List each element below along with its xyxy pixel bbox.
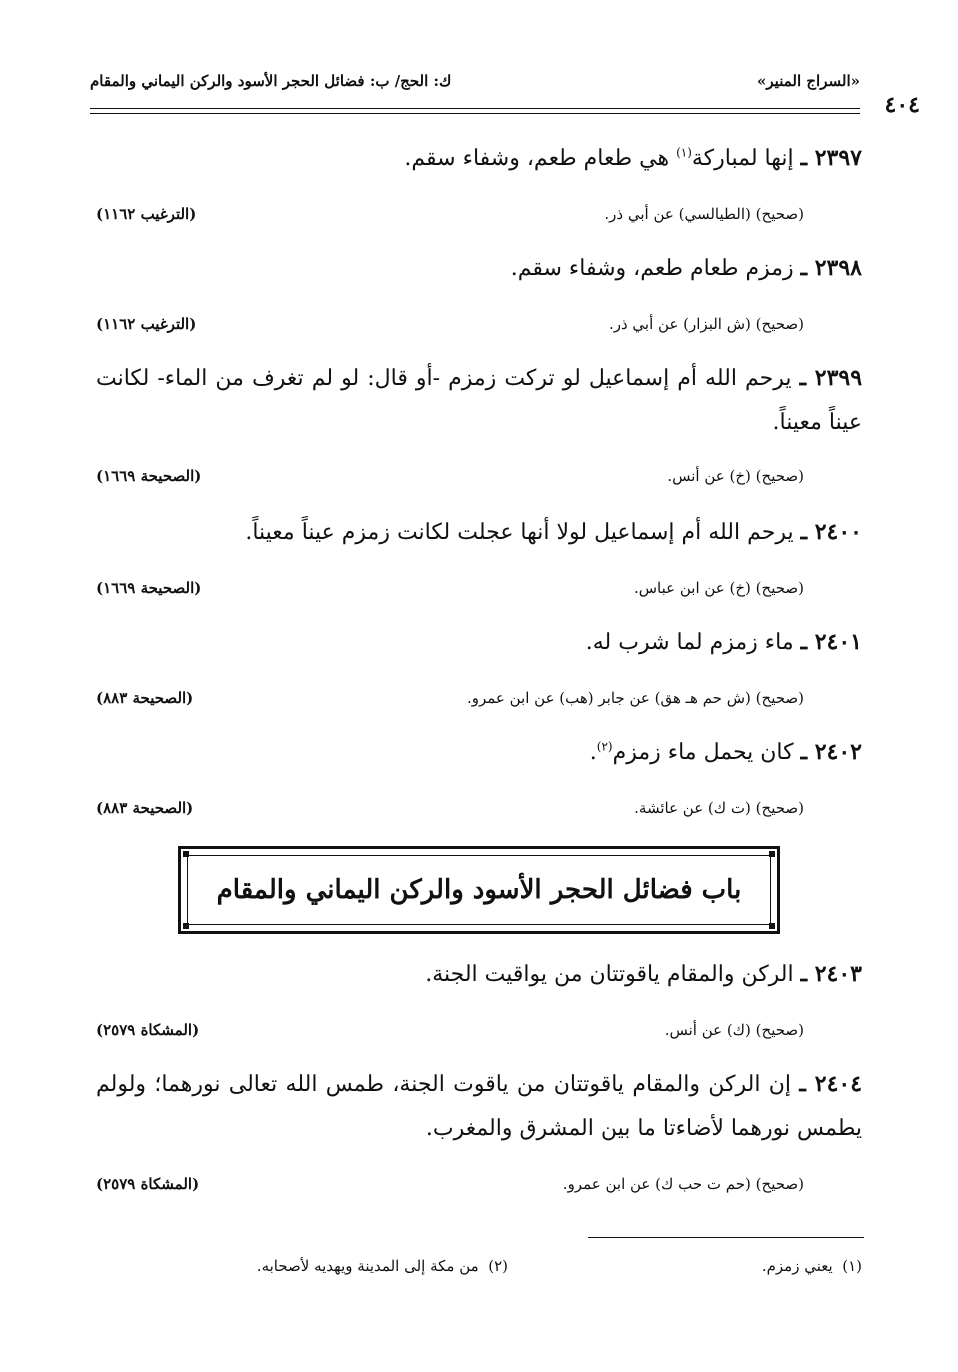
hadith-reference: (الصحيحة ٨٨٣) <box>96 799 194 817</box>
page-number: ٤٠٤ <box>884 92 920 118</box>
hadith-number: ٢٣٩٨ ـ <box>800 255 862 281</box>
hadith-text <box>96 356 862 445</box>
hadith-body: كان يحمل ماء زمزم <box>612 740 794 765</box>
footnote-text: يعني زمزم. <box>761 1257 833 1275</box>
hadith-number: ٢٤٠٣ ـ <box>800 961 862 987</box>
hadith-reference: (الصحيحة ٨٨٣) <box>96 689 194 707</box>
hadith-number: ٢٤٠١ ـ <box>800 629 862 655</box>
footnote-rule <box>588 1237 864 1238</box>
box-corner <box>769 923 775 929</box>
hadith-body: زمزم طعام طعم، وشفاء سقم. <box>510 256 794 281</box>
hadith-body: يرحم الله أم إسماعيل لولا أنها عجلت لكانت زمزم عيناً معيناً. <box>245 520 794 545</box>
chapter-title: باب فضائل الحجر الأسود والركن اليماني والمقام <box>216 875 742 905</box>
hadith-text <box>96 246 862 291</box>
hadith-body: إن الركن والمقام ياقوتتان من ياقوت الجنة، طمس الله تعالى نورهما؛ ولولم يطمس نورهما لأضاءتا ما بين المشرق والمغرب. <box>96 1072 862 1141</box>
hadith-text <box>96 730 862 775</box>
hadith-body: يرحم الله أم إسماعيل لو تركت زمزم -أو قال: لو لم تغرف من الماء- لكانت عيناً معيناً. <box>96 366 862 435</box>
box-corner <box>183 851 189 857</box>
footnote-mark: (٢) <box>488 1257 508 1275</box>
hadith-reference: (الصحيحة ١٦٦٩) <box>96 467 202 485</box>
hadith-reference: (المشكاة ٢٥٧٩) <box>96 1021 200 1039</box>
hadith-text <box>96 510 862 555</box>
footnote-mark: (١) <box>842 1257 862 1275</box>
hadith-body-cont: . <box>589 740 597 765</box>
hadith-reference: (المشكاة ٢٥٧٩) <box>96 1175 200 1193</box>
hadith-number: ٢٤٠٢ ـ <box>800 739 862 765</box>
hadith-source: (صحيح) (الطيالسي) عن أبي ذر. <box>604 205 804 223</box>
footnote-text: من مكة إلى المدينة ويهديه لأصحابه. <box>256 1257 479 1275</box>
hadith-text <box>96 136 862 181</box>
header-chapter-title: ك: الحج/ ب: فضائل الحجر الأسود والركن اليماني والمقام <box>90 72 452 90</box>
hadith-number: ٢٣٩٩ ـ <box>799 365 863 391</box>
hadith-number: ٢٤٠٠ ـ <box>800 519 862 545</box>
hadith-source: (صحيح) (ش حم هـ هق) عن جابر (هب) عن ابن عمرو. <box>466 689 804 707</box>
footnote-1 <box>762 1254 862 1278</box>
header-book-title: «السراج المنير» <box>757 72 860 90</box>
hadith-text <box>96 620 862 665</box>
chapter-heading-frame <box>187 855 771 925</box>
footnote-marker: (٢) <box>596 739 613 754</box>
hadith-body: ماء زمزم لما شرب له. <box>585 630 794 655</box>
hadith-text <box>96 952 862 997</box>
hadith-number: ٢٤٠٤ ـ <box>799 1071 863 1097</box>
hadith-text <box>96 1062 862 1151</box>
footnote-marker: (١) <box>676 145 692 160</box>
hadith-number: ٢٣٩٧ ـ <box>800 145 862 171</box>
footnote-2 <box>257 1254 508 1278</box>
hadith-body: الركن والمقام ياقوتتان من يواقيت الجنة. <box>425 962 794 987</box>
hadith-source: (صحيح) (ش البزار) عن أبي ذر. <box>608 315 804 333</box>
hadith-reference: (الترغيب ١١٦٢) <box>96 205 197 223</box>
hadith-source: (صحيح) (حم ت حب ك) عن ابن عمرو. <box>562 1175 804 1193</box>
header-rule-thin <box>90 113 860 114</box>
chapter-heading-box <box>178 846 780 934</box>
hadith-source: (صحيح) (خ) عن ابن عباس. <box>633 579 804 597</box>
header-rule <box>90 108 860 109</box>
hadith-source: (صحيح) (خ) عن أنس. <box>667 467 804 485</box>
hadith-source: (صحيح) (ت ك) عن عائشة. <box>634 799 804 817</box>
hadith-body-cont: هي طعام طعم، وشفاء سقم. <box>404 146 677 171</box>
hadith-reference: (الصحيحة ١٦٦٩) <box>96 579 202 597</box>
hadith-body: إنها لمباركة <box>691 146 794 171</box>
box-corner <box>769 851 775 857</box>
hadith-reference: (الترغيب ١١٦٢) <box>96 315 197 333</box>
box-corner <box>183 923 189 929</box>
running-header <box>90 72 860 102</box>
hadith-source: (صحيح) (ك) عن أنس. <box>664 1021 804 1039</box>
